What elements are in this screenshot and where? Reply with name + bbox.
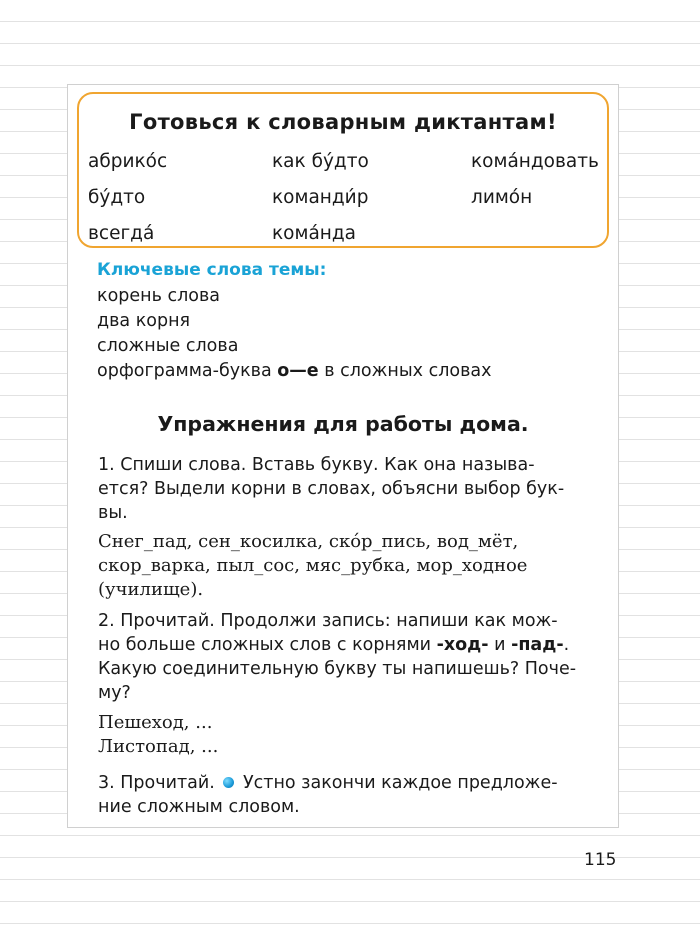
exercise-3-text: 3. Прочитай. Устно закончи каждое предложе- ние сложным словом.: [98, 773, 558, 817]
keywords-title: Ключевые слова темы:: [97, 260, 327, 280]
root-pad: -пад-: [511, 635, 564, 655]
keyword-item: сложные слова: [97, 336, 239, 356]
vocab-word: команди́р: [272, 187, 369, 208]
root-hod: -ход-: [436, 635, 489, 655]
page-panel: [67, 84, 619, 828]
exercises-title: Упражнения для работы дома.: [157, 412, 529, 436]
exercise-2-text: 2. Прочитай. Продолжи запись: напиши как мож- но больше сложных слов с корнями -ход- и -пад-. Какую соединительную букву ты напишешь? Поче- му?: [98, 611, 577, 703]
blue-dot-icon: [223, 777, 234, 788]
vocab-word: всегда́: [88, 223, 155, 244]
vocab-word: кома́ндовать: [471, 151, 599, 172]
exercise-1-text: 1. Спиши слова. Вставь букву. Как она называ- ется? Выдели корни в словах, объясни выбор бук- вы.: [98, 455, 565, 523]
vocabulary-box: [77, 92, 609, 248]
spelling-letters: о—е: [277, 361, 319, 381]
vocab-word: как бу́дто: [272, 151, 369, 172]
page-number: 115: [584, 850, 617, 870]
vocab-word: абрико́с: [88, 151, 168, 172]
vocabulary-title: Готовься к словарным диктантам!: [129, 110, 557, 134]
keyword-item: орфограмма-буква о—е в сложных словах: [97, 361, 492, 381]
vocab-word: кома́нда: [272, 223, 357, 244]
vocab-word: бу́дто: [88, 187, 146, 208]
keyword-item: корень слова: [97, 286, 221, 306]
keyword-item: два корня: [97, 311, 191, 331]
exercise-1-words: Снег_пад, сен_косилка, ско́р_пись, вод_мёт, скор_варка, пыл_сос, мяс_рубка, мор_ходное (училище).: [98, 531, 528, 600]
vocab-word: лимо́н: [471, 187, 533, 208]
exercise-2-examples: Пешеход, ... Листопад, ...: [98, 712, 219, 757]
